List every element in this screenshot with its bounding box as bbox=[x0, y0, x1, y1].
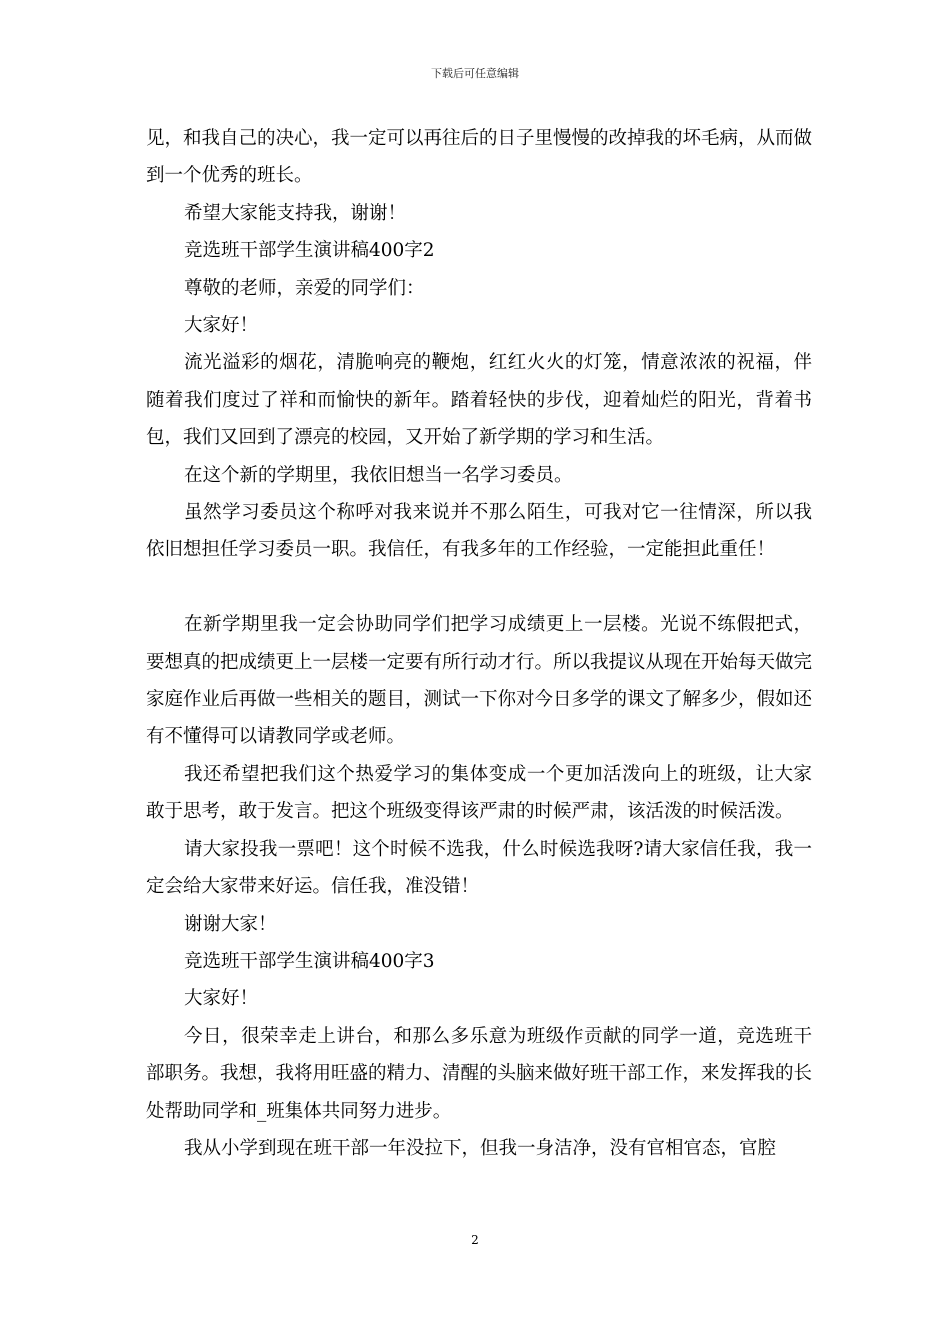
section-title-2: 竞选班干部学生演讲稿400字2 bbox=[184, 240, 435, 262]
greeting-2: 大家好！ bbox=[184, 988, 259, 1010]
paragraph-confidence: 虽然学习委员这个称呼对我来说并不那么陌生，可我对它一往情深，所以我依旧想担任学习委员一职。我信任，有我多年的工作经验，一定能担此重任！ bbox=[146, 502, 812, 561]
greeting: 大家好！ bbox=[184, 315, 259, 337]
paragraph-new-year: 流光溢彩的烟花，清脆响亮的鞭炮，红红火火的灯笼，情意浓浓的祝福，伴随着我们度过了祥和而愉快的新年。踏着轻快的步伐，迎着灿烂的阳光，背着书包，我们又回到了漂亮的校园，又开始了新学期的学习和生活。 bbox=[146, 352, 812, 449]
paragraph-thanks: 希望大家能支持我，谢谢！ bbox=[184, 202, 407, 224]
salutation: 尊敬的老师，亲爱的同学们： bbox=[184, 277, 425, 299]
paragraph-intent: 在这个新的学期里，我依旧想当一名学习委员。 bbox=[184, 464, 573, 486]
page-number: 2 bbox=[471, 1233, 479, 1247]
section-title-3: 竞选班干部学生演讲稿400字3 bbox=[184, 950, 435, 972]
paragraph-plan: 在新学期里我一定会协助同学们把学习成绩更上一层楼。光说不练假把式，要想真的把成绩更上一层楼一定要有所行动才行。所以我提议从现在开始每天做完家庭作业后再做一些相关的题目，测试一下你对今日多学的课文了解多少，假如还有不懂得可以请教同学或老师。 bbox=[146, 614, 813, 748]
page-header-note: 下载后可任意编辑 bbox=[431, 67, 519, 80]
blank-line bbox=[146, 569, 812, 606]
paragraph-today: 今日，很荣幸走上讲台，和那么多乐意为班级作贡献的同学一道，竞选班干部职务。我想，我将用旺盛的精力、清醒的头脑来做好班干部工作，来发挥我的长处帮助同学和_班集体共同努力进步。 bbox=[146, 1025, 813, 1122]
paragraph-history: 我从小学到现在班干部一年没拉下，但我一身洁净，没有官相官态，官腔 bbox=[184, 1137, 777, 1159]
paragraph-hope: 我还希望把我们这个热爱学习的集体变成一个更加活泼向上的班级，让大家敢于思考，敢于发言。把这个班级变得该严肃的时候严肃，该活泼的时候活泼。 bbox=[146, 763, 812, 823]
paragraph-continuation: 见，和我自己的决心，我一定可以再往后的日子里慢慢的改掉我的坏毛病，从而做到一个优秀的班长。 bbox=[146, 128, 813, 187]
paragraph-closing: 谢谢大家！ bbox=[184, 913, 277, 935]
body-text bbox=[146, 120, 812, 1167]
paragraph-vote: 请大家投我一票吧！这个时候不选我，什么时候选我呀?请大家信任我，我一定会给大家带来好运。信任我，准没错！ bbox=[146, 838, 812, 898]
